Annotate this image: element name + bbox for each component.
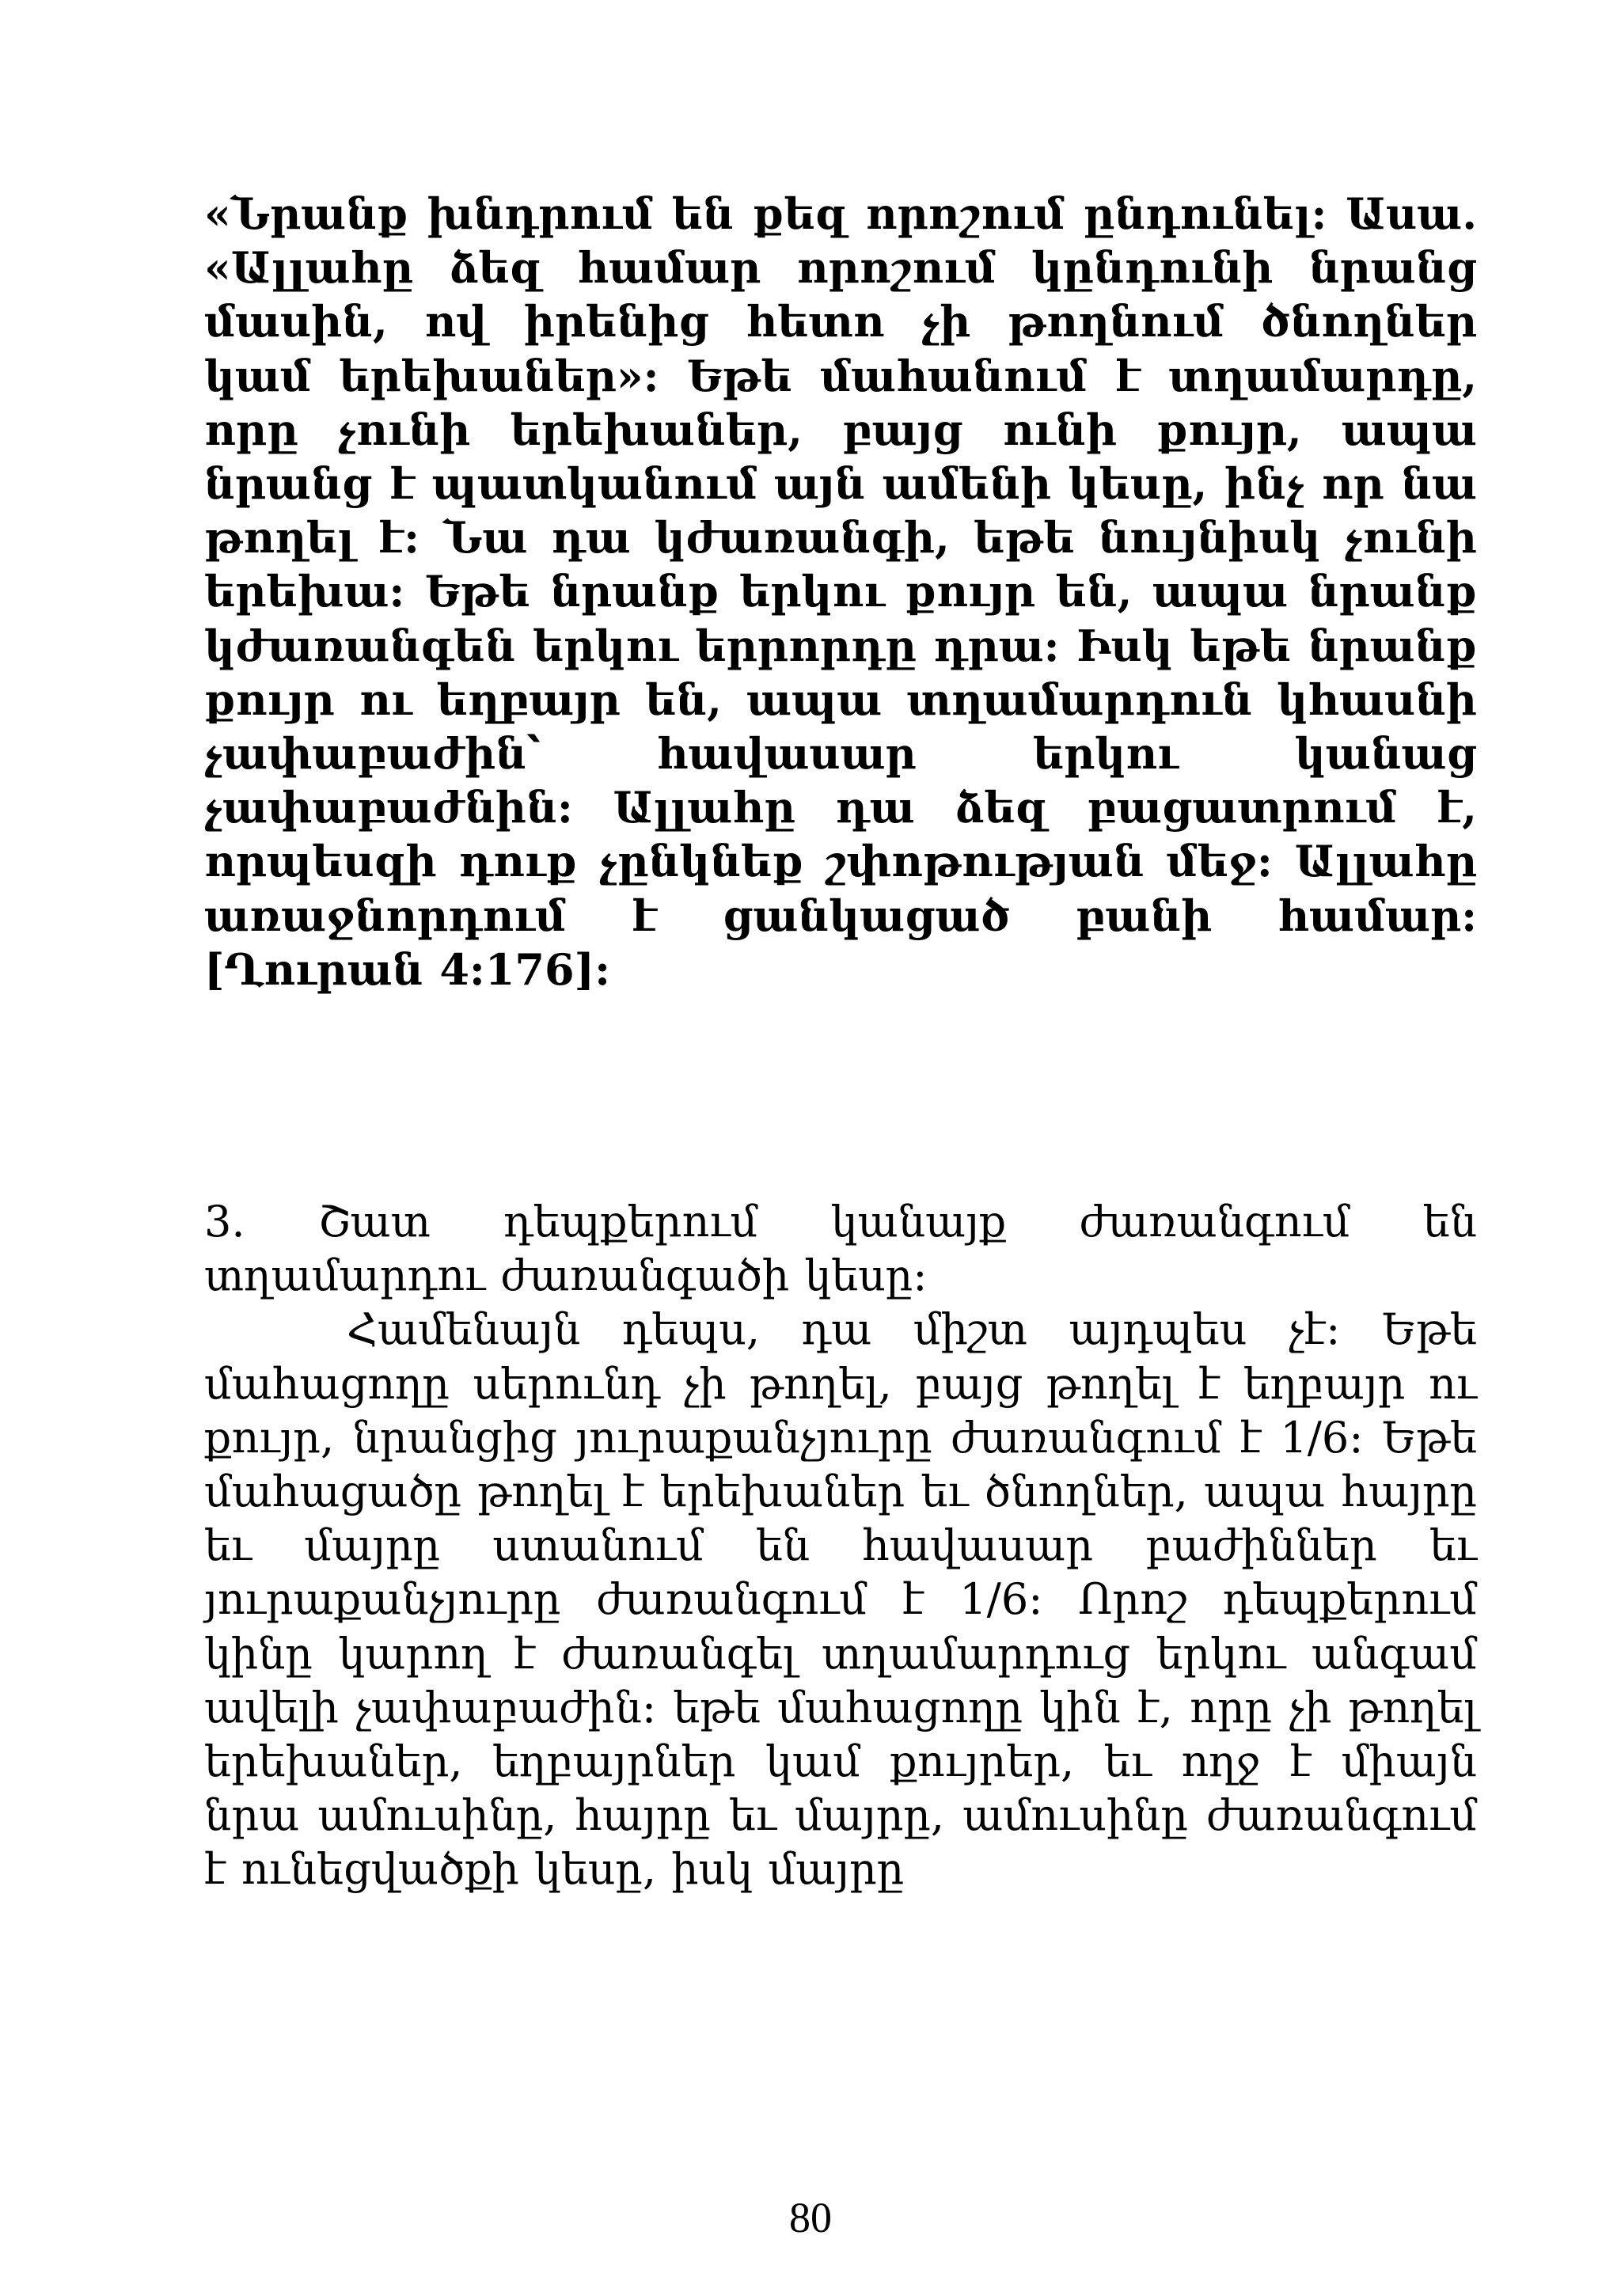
section-3: [204, 1195, 1477, 1897]
quran-quote-paragraph: «Նրանք խնդրում են քեզ որոշում ընդունել: Ասա. «Ալլահը ձեզ համար որոշում կընդունի նրանց մասին, ով իրենից հետո չի թողնում ծնողներ կամ երեխաներ»: Եթե մահանում է տղամարդը, որը չունի երեխաներ, բայց ունի քույր, ապա նրանց է պատկանում այն ամենի կեսը, ինչ որ նա թողել է: Նա դա կժառանգի, եթե նույնիսկ չունի երեխա: Եթե նրանք երկու քույր են, ապա նրանք կժառանգեն երկու երրորդը դրա: Իսկ եթե նրանք քույր ու եղբայր են, ապա տղամարդուն կհասնի չափաբաժին՝ հավասար երկու կանաց չափաբաժնին: Ալլահը դա ձեզ բացատրում է, որպեսզի դուք չընկնեք շփոթության մեջ: Ալլահը առաջնորդում է ցանկացած բանի համար: [Ղուրան 4:176]:: [204, 188, 1477, 995]
section-3-body: Համենայն դեպս, դա միշտ այդպես չէ: Եթե մահացողը սերունդ չի թողել, բայց թողել է եղբայր ու քույր, նրանցից յուրաքանչյուրը ժառանգում է 1/6: Եթե մահացածը թողել է երեխաներ եւ ծնողներ, ապա հայրը եւ մայրը ստանում են հավասար բաժիններ եւ յուրաքանչյուրը ժառանգում է 1/6: Որոշ դեպքերում կինը կարող է ժառանգել տղամարդուց երկու անգամ ավելի չափաբաժին: եթե մահացողը կին է, որը չի թողել երեխաներ, եղբայրներ կամ քույրեր, եւ ողջ է միայն նրա ամուսինը, հայրը եւ մայրը, ամուսինը ժառանգում է ունեցվածքի կեսը, իսկ մայրը: [204, 1304, 1477, 1895]
quran-quote-block: [204, 187, 1477, 996]
section-3-heading: 3. Շատ դեպքերում կանայք ժառանգում են տղամարդու ժառանգածի կեսը:: [204, 1197, 1477, 1301]
page-number: 80: [789, 2194, 832, 2241]
